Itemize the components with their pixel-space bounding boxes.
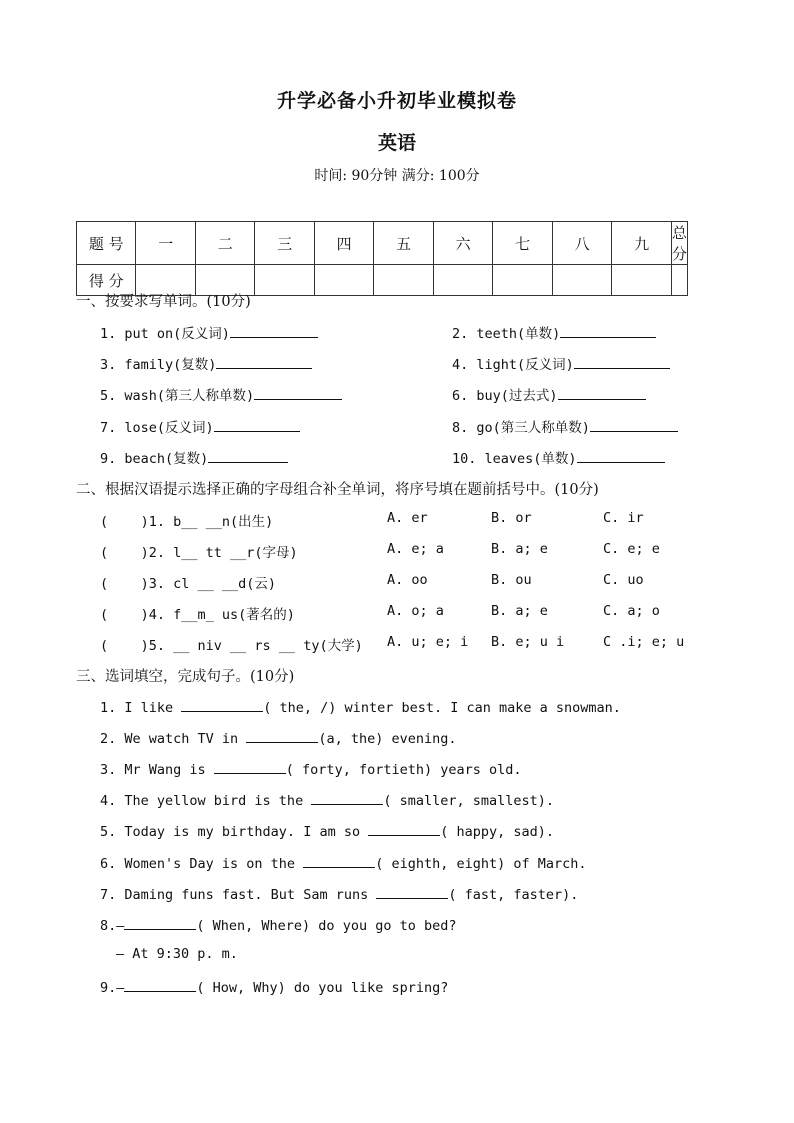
- s2-option-c[interactable]: C. e; e: [603, 541, 660, 557]
- s1-item-text: 3. family(复数): [100, 357, 217, 373]
- s3-item: [100, 821, 554, 840]
- s1-item: [100, 353, 312, 373]
- s3-post: ( forty, fortieth) years old.: [285, 762, 522, 778]
- s1-item: [452, 416, 678, 436]
- s3-pre: 8.—: [100, 918, 125, 934]
- section3-title: 三、选词填空，完成句子。(10分): [76, 669, 295, 685]
- s3-item: [100, 759, 522, 778]
- s2-question: ( )5. __ niv __ rs __ ty(大学): [100, 638, 363, 654]
- subject-title: 英语: [377, 132, 416, 154]
- answer-blank[interactable]: [254, 385, 342, 400]
- answer-blank[interactable]: [311, 790, 383, 805]
- s3-post: ( happy, sad).: [440, 824, 555, 840]
- s1-item-text: 4. light(反义词): [452, 357, 574, 373]
- s3-post: ( How, Why) do you like spring?: [196, 980, 449, 996]
- s3-post: ( smaller, smallest).: [383, 793, 555, 809]
- answer-blank[interactable]: [368, 821, 440, 836]
- s2-option-b[interactable]: B. e; u i: [491, 634, 565, 650]
- score-cell: 三: [255, 222, 314, 265]
- s1-item-text: 5. wash(第三人称单数): [100, 388, 255, 404]
- s2-option-c[interactable]: C. uo: [603, 572, 644, 588]
- score-input-cell[interactable]: [374, 265, 433, 296]
- s3-pre: 3. Mr Wang is: [100, 762, 214, 778]
- score-cell: 八: [552, 222, 611, 265]
- score-input-cell[interactable]: [314, 265, 373, 296]
- s3-pre: 1. I like: [100, 700, 182, 716]
- s2-option-c[interactable]: C .i; e; u: [603, 634, 685, 650]
- s3-pre: 2. We watch TV in: [100, 731, 247, 747]
- s3-post: ( fast, faster).: [448, 887, 579, 903]
- score-table-header-row: [77, 222, 688, 265]
- s1-item-text: 6. buy(过去式): [452, 388, 558, 404]
- s3-item: [100, 697, 621, 716]
- s2-option-b[interactable]: B. or: [491, 510, 532, 526]
- s3-item: [100, 728, 456, 747]
- s1-item: [452, 384, 646, 404]
- s3-item: [100, 853, 587, 872]
- answer-blank[interactable]: [208, 448, 288, 463]
- s2-option-a[interactable]: A. u; e; i: [387, 634, 469, 650]
- s1-item-text: 2. teeth(单数): [452, 326, 561, 342]
- s2-question: ( )2. l__ tt __r(字母): [100, 545, 298, 561]
- answer-blank[interactable]: [230, 323, 318, 338]
- s3-pre: — At 9:30 p. m.: [116, 946, 238, 962]
- s3-pre: 9.—: [100, 980, 125, 996]
- score-cell: 九: [612, 222, 671, 265]
- s2-question: ( )1. b__ __n(出生): [100, 514, 274, 530]
- section1-title: 一、按要求写单词。(10分): [76, 294, 251, 310]
- answer-blank[interactable]: [124, 977, 196, 992]
- s2-option-b[interactable]: B. ou: [491, 572, 532, 588]
- s2-option-a[interactable]: A. er: [387, 510, 428, 526]
- s1-item: [100, 447, 288, 467]
- score-cell: 总 分: [671, 222, 687, 265]
- s1-item: [100, 384, 342, 404]
- s1-item-text: 9. beach(复数): [100, 451, 209, 467]
- score-input-cell[interactable]: [493, 265, 552, 296]
- score-input-cell[interactable]: [433, 265, 492, 296]
- score-table: [76, 221, 688, 296]
- s1-item-text: 10. leaves(单数): [452, 451, 577, 467]
- answer-blank[interactable]: [216, 354, 312, 369]
- s1-item: [100, 322, 318, 342]
- s1-item-text: 7. lose(反义词): [100, 420, 214, 436]
- answer-blank[interactable]: [246, 728, 318, 743]
- score-row-label: 得 分: [77, 265, 136, 296]
- answer-blank[interactable]: [124, 915, 196, 930]
- s2-option-a[interactable]: A. e; a: [387, 541, 444, 557]
- answer-blank[interactable]: [574, 354, 670, 369]
- answer-blank[interactable]: [590, 417, 678, 432]
- answer-blank[interactable]: [560, 323, 656, 338]
- score-cell: 二: [195, 222, 254, 265]
- s2-question: ( )4. f__m_ us(著名的): [100, 607, 295, 623]
- exam-title: 升学必备小升初毕业模拟卷: [276, 90, 517, 112]
- s3-item: [100, 884, 578, 903]
- s2-option-b[interactable]: B. a; e: [491, 541, 548, 557]
- s1-item: [452, 353, 670, 373]
- score-cell: 七: [493, 222, 552, 265]
- exam-info: 时间: 90分钟 满分: 100分: [314, 168, 480, 184]
- s1-item: [100, 416, 300, 436]
- s3-pre: 5. Today is my birthday. I am so: [100, 824, 369, 840]
- answer-blank[interactable]: [214, 759, 286, 774]
- score-input-cell[interactable]: [255, 265, 314, 296]
- answer-blank[interactable]: [376, 884, 448, 899]
- s3-pre: 7. Daming funs fast. But Sam runs: [100, 887, 377, 903]
- s1-item: [452, 447, 665, 467]
- s2-option-c[interactable]: C. a; o: [603, 603, 660, 619]
- score-cell: 一: [136, 222, 195, 265]
- score-cell: 题 号: [77, 222, 136, 265]
- s3-post: ( eighth, eight) of March.: [375, 856, 587, 872]
- score-input-cell[interactable]: [552, 265, 611, 296]
- s3-post: ( When, Where) do you go to bed?: [196, 918, 457, 934]
- answer-blank[interactable]: [577, 448, 665, 463]
- answer-blank[interactable]: [181, 697, 263, 712]
- s3-item: [100, 915, 456, 934]
- s3-post: (a, the) evening.: [318, 731, 457, 747]
- score-cell: 六: [433, 222, 492, 265]
- s3-item: [100, 977, 448, 996]
- score-cell: 四: [314, 222, 373, 265]
- s3-post: ( the, /) winter best. I can make a snowman.: [263, 700, 621, 716]
- answer-blank[interactable]: [303, 853, 375, 868]
- s1-item: [452, 322, 656, 342]
- score-input-cell[interactable]: [612, 265, 671, 296]
- s2-option-c[interactable]: C. ir: [603, 510, 644, 526]
- section2-title: 二、根据汉语提示选择正确的字母组合补全单词，将序号填在题前括号中。(10分): [76, 482, 599, 498]
- score-input-cell[interactable]: [671, 265, 687, 296]
- s2-question: ( )3. cl __ __d(云): [100, 576, 277, 592]
- s1-item-text: 1. put on(反义词): [100, 326, 230, 342]
- s1-item-text: 8. go(第三人称单数): [452, 420, 590, 436]
- s2-option-a[interactable]: A. oo: [387, 572, 428, 588]
- s2-option-b[interactable]: B. a; e: [491, 603, 548, 619]
- score-cell: 五: [374, 222, 433, 265]
- s3-answer-line: [116, 946, 238, 962]
- s3-item: [100, 790, 554, 809]
- answer-blank[interactable]: [214, 417, 300, 432]
- s3-pre: 6. Women's Day is on the: [100, 856, 304, 872]
- s2-option-a[interactable]: A. o; a: [387, 603, 444, 619]
- answer-blank[interactable]: [558, 385, 646, 400]
- s3-pre: 4. The yellow bird is the: [100, 793, 312, 809]
